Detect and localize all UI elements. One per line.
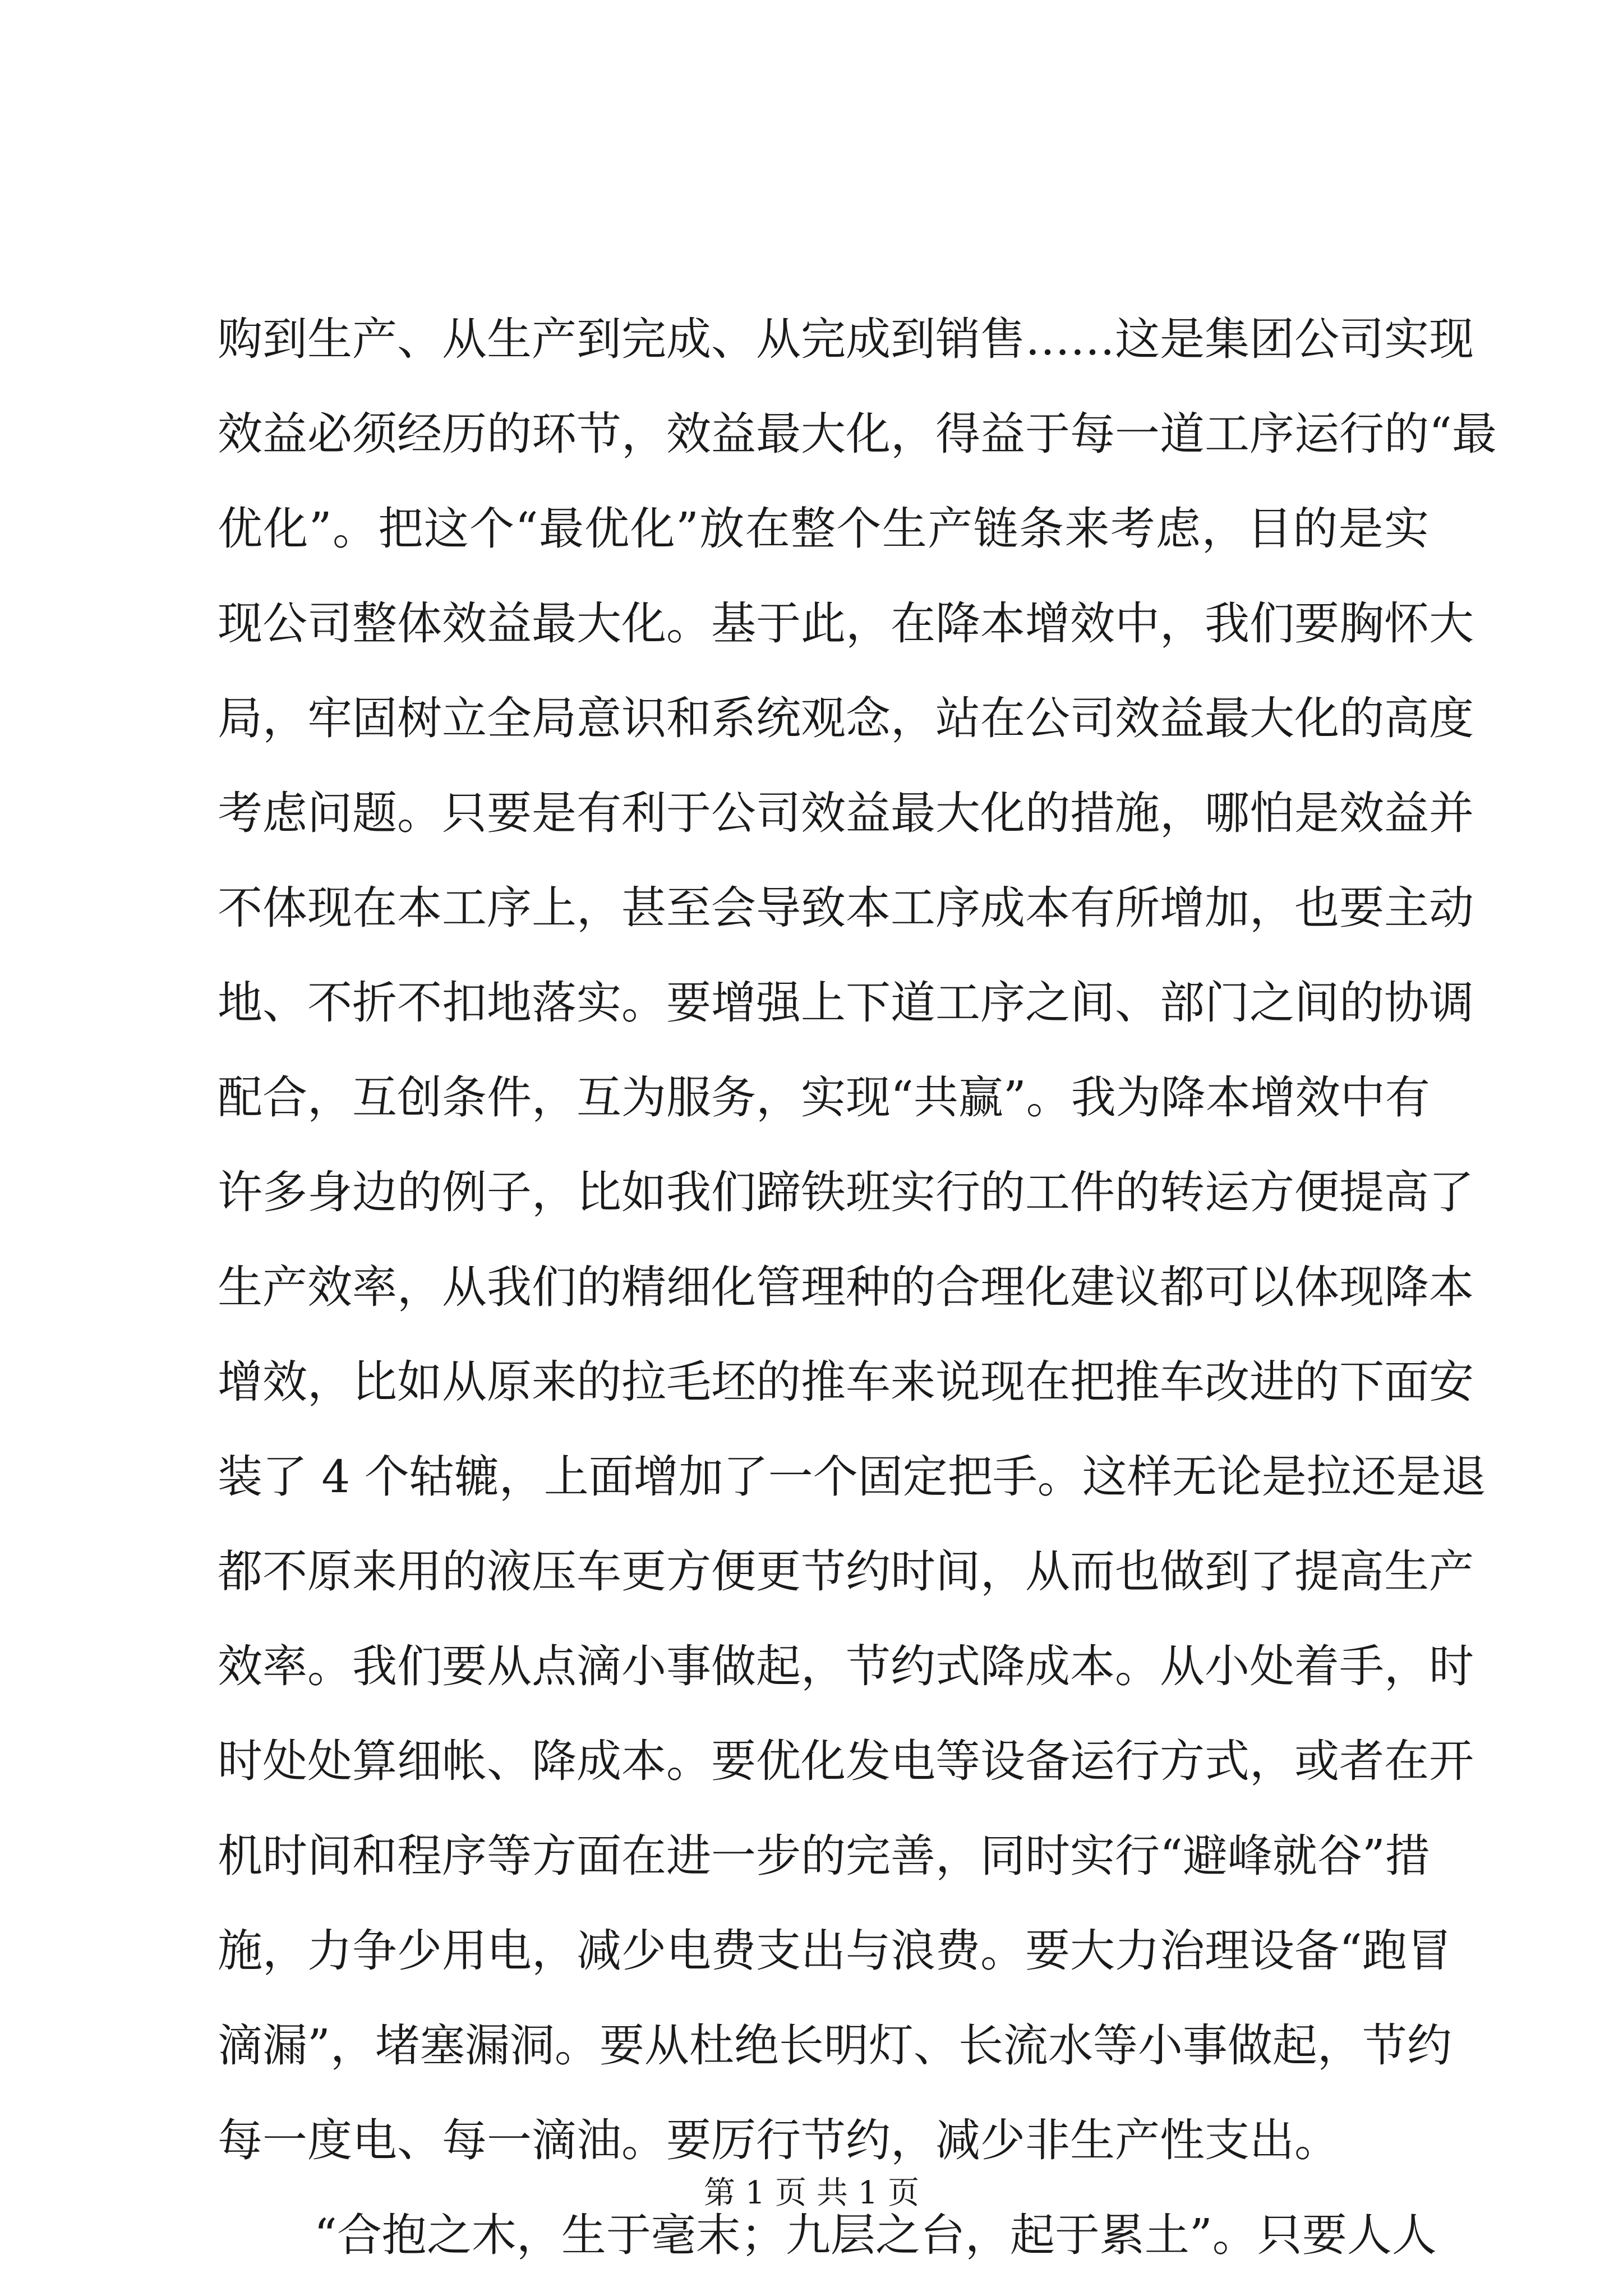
body-line: 现公司整体效益最大化。基于此，在降本增效中，我们要胸怀大 xyxy=(218,597,1474,650)
body-line: 每一度电、每一滴油。要厉行节约，减少非生产性支出。 xyxy=(218,2114,1339,2166)
body-line: 不体现在本工序上，甚至会导致本工序成本有所增加，也要主动 xyxy=(218,882,1474,934)
page-footer: 第 1 页 共 1 页 xyxy=(703,2175,920,2211)
body-line: 机时间和程序等方面在进一步的完善，同时实行“避峰就谷”措 xyxy=(218,1830,1430,1882)
body-line: 效益必须经历的环节，效益最大化，得益于每一道工序运行的“最 xyxy=(218,408,1497,460)
body-line: 许多身边的例子，比如我们蹄铁班实行的工件的转运方便提高了 xyxy=(218,1166,1474,1218)
body-line: 施，力争少用电，减少电费支出与浪费。要大力治理设备“跑冒 xyxy=(218,1925,1452,1977)
body-line: 优化”。把这个“最优化”放在整个生产链条来考虑，目的是实 xyxy=(218,503,1429,555)
body-line: 考虑问题。只要是有利于公司效益最大化的措施，哪怕是效益并 xyxy=(218,787,1474,839)
body-line: 增效，比如从原来的拉毛坯的推车来说现在把推车改进的下面安 xyxy=(218,1356,1474,1408)
body-line: 效率。我们要从点滴小事做起，节约式降成本。从小处着手，时 xyxy=(218,1640,1474,1692)
body-line: 地、不折不扣地落实。要增强上下道工序之间、部门之间的协调 xyxy=(218,977,1474,1029)
body-line: 局，牢固树立全局意识和系统观念，站在公司效益最大化的高度 xyxy=(218,692,1474,744)
body-line: 都不原来用的液压车更方便更节约时间，从而也做到了提高生产 xyxy=(218,1545,1474,1598)
body-line: 时处处算细帐、降成本。要优化发电等设备运行方式，或者在开 xyxy=(218,1735,1474,1787)
body-line: 滴漏”，堵塞漏洞。要从杜绝长明灯、长流水等小事做起，节约 xyxy=(218,2019,1452,2072)
body-line: 购到生产、从生产到完成、从完成到销售……这是集团公司实现 xyxy=(218,313,1474,365)
body-line: 装了 4 个轱辘，上面增加了一个固定把手。这样无论是拉还是退 xyxy=(218,1451,1486,1503)
body-line: “合抱之木，生于毫末；九层之台，起于累土”。只要人人 xyxy=(314,2209,1437,2261)
body-line: 生产效率，从我们的精细化管理种的合理化建议都可以体现降本 xyxy=(218,1261,1474,1313)
body-line: 配合，互创条件，互为服务，实现“共赢”。我为降本增效中有 xyxy=(218,1071,1430,1124)
